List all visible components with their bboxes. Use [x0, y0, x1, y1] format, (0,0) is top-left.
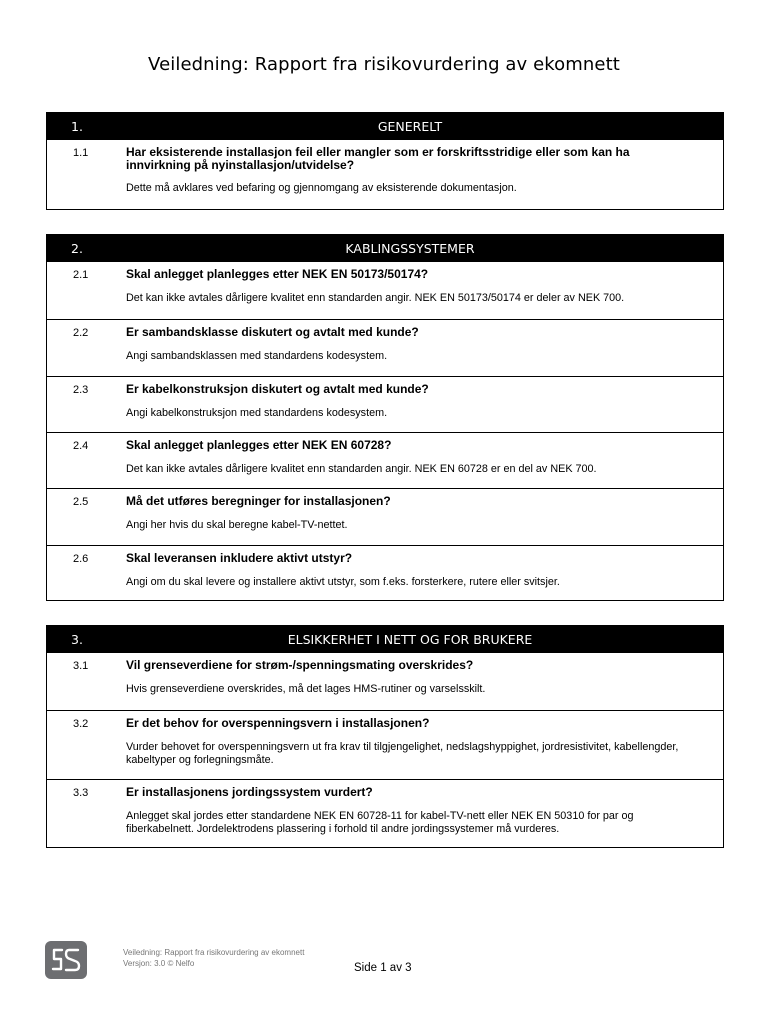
- section-header: [47, 626, 723, 653]
- section-kablingssystemer: [46, 234, 724, 601]
- question-number: 2.1: [73, 269, 89, 281]
- section-title: GENERELT: [377, 119, 443, 134]
- question-text: Er det behov for overspenningsvern i installasjonen?: [126, 716, 430, 730]
- question-text: Skal anlegget planlegges etter NEK EN 50173/50174?: [126, 267, 429, 281]
- page-number: Side 1 av 3: [354, 962, 412, 974]
- question-row: [47, 319, 723, 376]
- section-title: ELSIKKERHET I NETT OG FOR BRUKERE: [287, 632, 533, 647]
- section-header: [47, 235, 723, 262]
- question-text: Er sambandsklasse diskutert og avtalt med kunde?: [126, 325, 419, 339]
- footer-doc-name: Veiledning: Rapport fra risikovurdering av ekomnett: [123, 948, 305, 957]
- question-number: 2.4: [73, 440, 89, 452]
- question-text: Er kabelkonstruksjon diskutert og avtalt med kunde?: [126, 382, 429, 396]
- guidance-text: Det kan ikke avtales dårligere kvalitet enn standarden angir. NEK EN 50173/50174 er deler av NEK 700.: [126, 292, 625, 304]
- section-number: 3.: [71, 632, 83, 647]
- guidance-text: Angi her hvis du skal beregne kabel-TV-nettet.: [126, 519, 348, 531]
- document-title: Veiledning: Rapport fra risikovurdering av ekomnett: [148, 54, 620, 75]
- question-number: 1.1: [73, 147, 89, 159]
- guidance-text: Anlegget skal jordes etter standardene NEK EN 60728-11 for kabel-TV-nett eller NEK EN 50310 for par og fiberkabelnett. Jordelektrodens plassering i forhold til andre jordingssystemer må vurderes.: [126, 810, 634, 835]
- footer-version: Versjon: 3.0 © Nelfo: [123, 959, 195, 968]
- guidance-text: Angi om du skal levere og installere aktivt utstyr, som f.eks. forsterkere, rutere eller svitsjer.: [126, 576, 560, 588]
- guidance-text: Vurder behovet for overspenningsvern ut fra krav til tilgjengelighet, nedslagshyppighet, jordresistivitet, kabellengder, kabeltyper og forlegningsmåte.: [126, 741, 679, 766]
- question-number: 2.2: [73, 327, 89, 339]
- question-text: Må det utføres beregninger for installasjonen?: [126, 494, 391, 508]
- question-row: [47, 545, 723, 601]
- nelfo-logo: [45, 941, 87, 979]
- section-generelt: [46, 112, 724, 210]
- question-text: Skal anlegget planlegges etter NEK EN 60728?: [126, 438, 392, 452]
- section-title: KABLINGSSYSTEMER: [345, 241, 475, 256]
- question-number: 3.2: [73, 718, 89, 730]
- question-row: [47, 488, 723, 545]
- guidance-text: Angi kabelkonstruksjon med standardens kodesystem.: [126, 407, 388, 419]
- question-row: [47, 376, 723, 432]
- question-row: [47, 710, 723, 779]
- question-text: Er installasjonens jordingssystem vurdert?: [126, 785, 373, 799]
- question-number: 2.3: [73, 384, 89, 396]
- section-elsikkerhet: [46, 625, 724, 848]
- question-row: [47, 779, 723, 847]
- question-number: 2.6: [73, 553, 89, 565]
- question-row: [47, 262, 723, 319]
- guidance-text: Angi sambandsklassen med standardens kodesystem.: [126, 350, 388, 362]
- question-text: Vil grenseverdiene for strøm-/spenningsmating overskrides?: [126, 658, 474, 672]
- section-number: 2.: [71, 241, 83, 256]
- guidance-text: Det kan ikke avtales dårligere kvalitet enn standarden angir. NEK EN 60728 er en del av NEK 700.: [126, 463, 597, 475]
- question-text: Skal leveransen inkludere aktivt utstyr?: [126, 551, 353, 565]
- question-number: 2.5: [73, 496, 89, 508]
- question-row: [47, 140, 723, 209]
- guidance-text: Hvis grenseverdiene overskrides, må det lages HMS-rutiner og varselsskilt.: [126, 683, 486, 695]
- question-number: 3.1: [73, 660, 89, 672]
- question-row: [47, 653, 723, 710]
- question-row: [47, 432, 723, 488]
- section-number: 1.: [71, 119, 83, 134]
- question-text: Har eksisterende installasjon feil eller mangler som er forskriftsstridige eller som kan ha innvirkning på nyinstallasjon/utvidelse?: [126, 145, 630, 172]
- question-number: 3.3: [73, 787, 89, 799]
- logo-glyph: [49, 946, 83, 974]
- section-header: [47, 113, 723, 140]
- guidance-text: Dette må avklares ved befaring og gjennomgang av eksisterende dokumentasjon.: [126, 182, 517, 194]
